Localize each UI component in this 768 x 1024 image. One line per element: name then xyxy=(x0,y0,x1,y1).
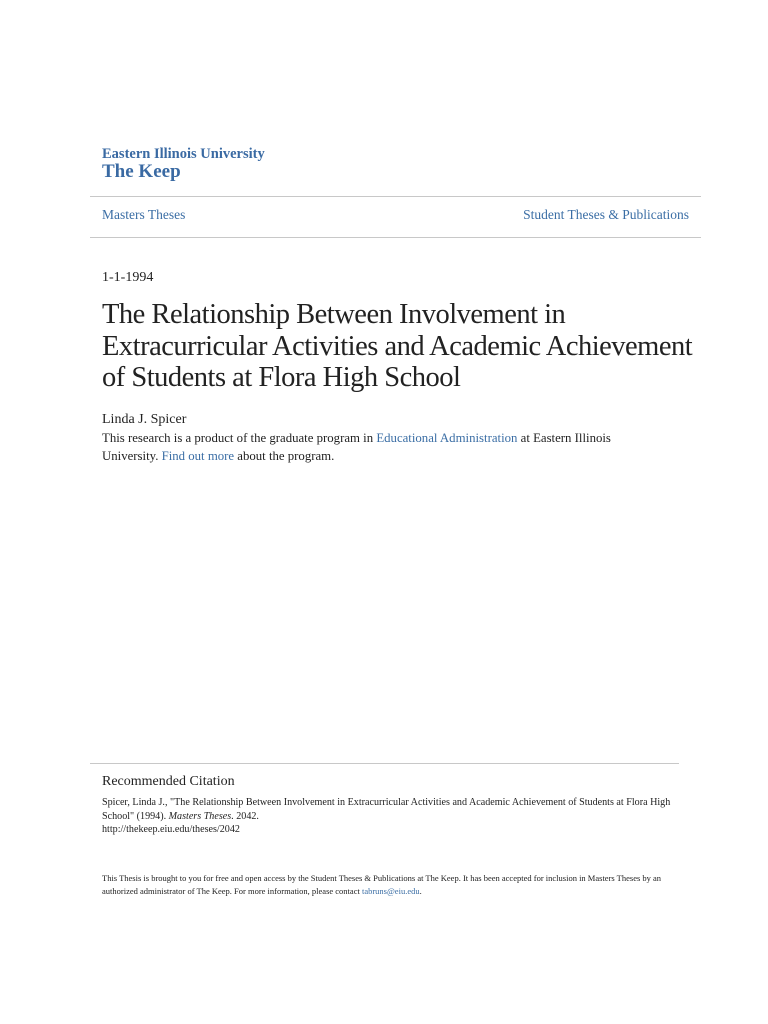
recommended-citation-heading: Recommended Citation xyxy=(102,774,235,789)
access-end: . xyxy=(419,886,422,896)
program-link[interactable]: Educational Administration xyxy=(376,431,518,445)
divider-top xyxy=(90,196,701,197)
citation-number: . 2042. xyxy=(231,810,259,822)
citation-body: Spicer, Linda J., "The Relationship Between Involvement in Extracurricular Activities and Academic Achievement of Students at Flora High School" (1994). xyxy=(102,797,671,822)
masters-theses-link[interactable]: Masters Theses xyxy=(102,207,186,222)
divider-nav xyxy=(90,237,701,238)
access-text: This Thesis is brought to you for free and open access by the Student Theses & Publications at The Keep. It has been accepted for inclusion in Masters Theses by an authorized administrator of The Keep. For more information, please contact xyxy=(102,873,662,896)
institution-name[interactable]: Eastern Illinois University xyxy=(102,146,265,162)
publication-date: 1-1-1994 xyxy=(102,270,154,285)
citation-url[interactable]: http://thekeep.eiu.edu/theses/2042 xyxy=(102,824,240,835)
program-text-after: about the program. xyxy=(234,448,335,463)
divider-citation xyxy=(90,763,679,764)
contact-email-link[interactable]: tabruns@eiu.edu xyxy=(361,886,420,896)
program-text-middle: at Eastern Illinois University. xyxy=(102,431,611,463)
find-out-more-link[interactable]: Find out more xyxy=(161,448,235,463)
citation-text xyxy=(102,796,674,837)
citation-journal: Masters Theses xyxy=(168,810,232,822)
program-blurb xyxy=(102,430,642,465)
repository-name[interactable]: The Keep xyxy=(102,161,181,182)
program-text-before: This research is a product of the graduate program in xyxy=(102,431,377,445)
thesis-title: The Relationship Between Involvement in Extracurricular Activities and Academic Achievement of Students at Flora High School xyxy=(102,299,693,393)
author-name: Linda J. Spicer xyxy=(102,412,187,427)
student-theses-link[interactable]: Student Theses & Publications xyxy=(523,207,689,222)
access-statement xyxy=(102,872,674,898)
